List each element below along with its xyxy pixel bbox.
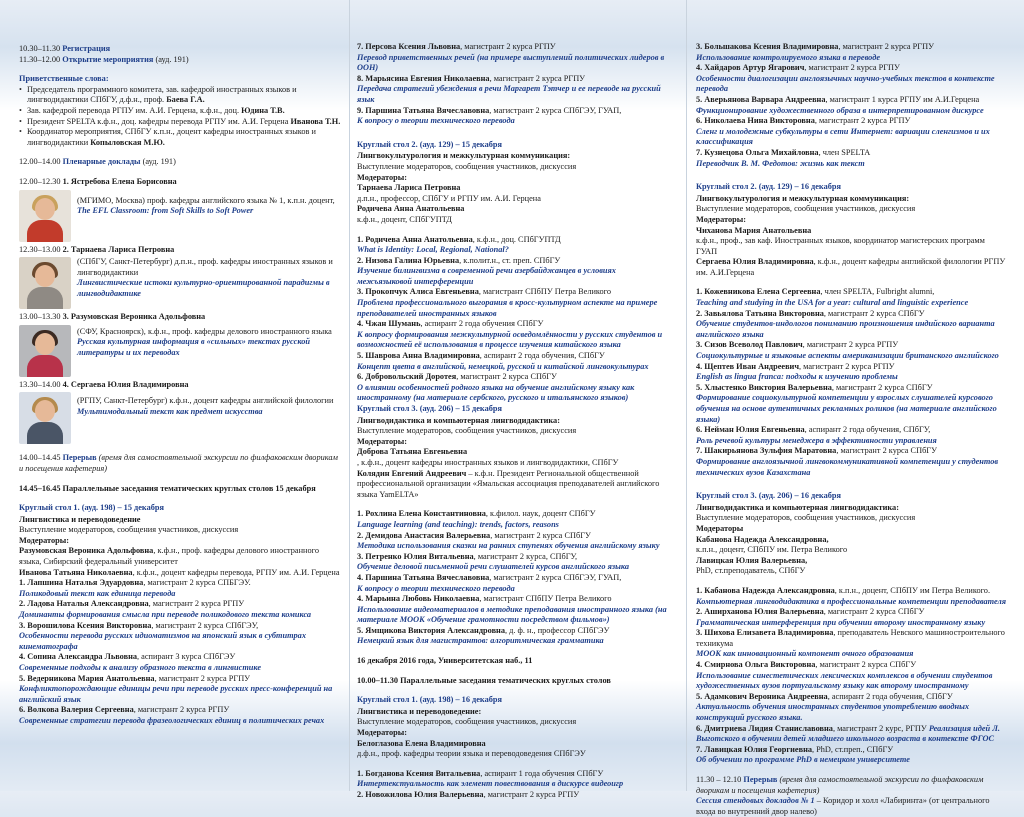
list-item: 5. Ямщикова Виктория Александровна, д. ф. н., профессор СПбГЭУ	[357, 625, 610, 635]
schedule-registration: 10.30–11.30 Регистрация	[19, 44, 111, 53]
parallel-2-heading: 10.00–11.30 Параллельные заседания тематических круглых столов	[357, 675, 611, 685]
list-item: 7. Персова Ксения Львовна, магистрант 2 курса РГПУ	[357, 42, 556, 51]
welcome-item: • Зав. кафедрой перевода РГПУ им. А.И. Герцена, к.ф.н., доц. Юдина Т.В.	[19, 106, 341, 117]
talk-title: Функционирование художественного образа в интерпретированном дискурсе	[696, 105, 984, 115]
speaker-talk: The EFL Classroom: from Soft Skills to Soft Power	[77, 206, 254, 216]
speaker-affiliation: (СФУ, Красноярск), к.ф.н., проф. кафедры делового иностранного языка	[77, 326, 332, 336]
speaker-photo	[19, 392, 71, 444]
day-2-heading: 16 декабря 2016 года, Университетская наб., 11	[357, 656, 533, 666]
rt2-16-mod-label: Модераторы:	[696, 214, 747, 224]
column-2	[357, 42, 669, 801]
list-item: 3. Прокопчук Алиса Евгеньевна, магистрант СПбПУ Петра Великого	[357, 287, 612, 297]
list-item: 8. Марьясина Евгения Николаевна, магистрант 2 курса РГПУ	[357, 73, 586, 83]
speaker-photo	[19, 325, 71, 377]
speaker-2	[19, 257, 341, 309]
rt1-mod-label: Модераторы:	[19, 535, 70, 545]
talk-title: Социокультурные и языковые аспекты американизации британского английского	[696, 351, 999, 361]
talk-title: Немецкий язык для магистрантов: алгоритмическая грамматика	[357, 636, 604, 646]
list-item: 5. Хлыстенко Виктория Валерьевна, магистрант 2 курса СПбГУ	[696, 382, 933, 392]
talk-title: Актуальность обучения иностранных студентов употреблению вводных конструкций русского языка.	[696, 702, 970, 723]
rt1-topic: Лингвистика и переводоведение	[19, 514, 141, 524]
talk-title: Формирование англоязычной лингвокоммуникативной компетенции у студентов технических вузов Казахстана	[696, 456, 999, 477]
schedule-opening: 11.30–12.00 Открытие мероприятия (ауд. 191)	[19, 54, 189, 64]
list-item: 1. Богданова Ксения Витальевна, аспирант 1 года обучения СПбГУ	[357, 768, 604, 778]
list-item: 5. Адамкович Вероника Андреевна, аспирант 2 года обучения, СПбГУ	[696, 691, 953, 701]
rt2-format: Выступление модераторов, сообщения участников, дискуссия	[357, 161, 577, 171]
rt1-format: Выступление модераторов, сообщения участников, дискуссия	[19, 525, 239, 535]
talk-title: English as lingua franca: подходы к изучению проблемы	[696, 372, 898, 382]
speaker-photo	[19, 190, 71, 242]
talk-title: Использование видеоматериалов в методике преподавания иностранного языка (на материале МООК «Обучение грамотности посредством фильмов»)	[357, 604, 667, 625]
list-item: 6. Николаева Нина Викторовна, магистрант 2 курса РГПУ	[696, 116, 911, 126]
rt3-16-topic: Лингводидактика и компьютерная лингводидактика:	[696, 502, 899, 512]
rt1-16-format: Выступление модераторов, сообщения участников, дискуссия	[357, 717, 577, 727]
moderator: Колядин Евгений Андреевич – к.ф.н. Президент Региональной общественной профессиональной организации «Ямальская ассоциация преподавателей английского языка YamELTA»	[357, 468, 660, 499]
speaker-1-heading: 12.00–12.30 1. Ястребова Елена Борисовна	[19, 176, 177, 186]
talk-title: Передача стратегий убеждения в речи Маргарет Тэтчер и ее переводе на русский язык	[357, 84, 661, 104]
moderator: Белоглазова Елена Владимировна	[357, 738, 486, 748]
list-item: 6. Нейман Юлия Евгеньевна, аспирант 2 года обучения, СПбГУ,	[696, 425, 931, 435]
welcome-list	[19, 85, 341, 149]
list-item: 1. Рохлина Елена Константиновна, к.филол. наук, доцент СПбГУ	[357, 509, 596, 519]
moderator-info: д.ф.н., проф. кафедры теории языка и переводоведения СПбГЭУ	[357, 749, 586, 759]
list-item: 6. Волкова Валерия Сергеевна, магистрант 2 курса РГПУ	[19, 705, 230, 715]
talk-title: Доминанты формирования смысла при переводе поликодового текста комикса	[19, 610, 312, 620]
list-item: 4. Чжан Шумань, аспирант 2 года обучения СПбГУ	[357, 319, 544, 329]
speaker-4	[19, 392, 341, 444]
moderator: Чиханова Мария Анатольевна	[696, 225, 812, 235]
list-item: 1. Родичева Анна Анатольевна, к.ф.н., доц. СПбГУПТД	[357, 234, 561, 244]
talk-title: Компьютерная лингводидактика в профессиональные компетенции преподавателя	[696, 596, 1007, 606]
speaker-3-heading: 13.00–13.30 3. Разумовская Вероника Адольфовна	[19, 312, 206, 322]
list-item: 4. Щептев Иван Андреевич, магистрант 2 курса РГПУ	[696, 361, 895, 371]
rt1-16-heading: Круглый стол 1. (ауд. 198) – 16 декабря	[357, 695, 502, 705]
rt3-mod-label: Модераторы:	[357, 436, 408, 446]
moderator: Иванова Татьяна Николаевна, к.ф.н., доцент кафедры перевода, РГПУ им. А.И. Герцена	[19, 567, 340, 577]
rt2-16-topic: Лингвокультурология и межкультурная коммуникация:	[696, 193, 910, 203]
talk-title: Об обучении по программе PhD в немецком университете	[696, 755, 910, 765]
list-item: 2. Аширханова Юлия Валерьевна, магистрант 2 курса СПбГУ	[696, 607, 925, 617]
break-1: 14.00–14.45 Перерыв (время для самостоятельной экскурсии по филфаковским дворикам и посещения кафетерия)	[19, 453, 338, 473]
list-item: 9. Паршина Татьяна Вячеславовна, магистрант 2 курса СПбГЭУ, ГУАП,	[357, 105, 622, 115]
list-item: 7. Шакирьянова Зульфия Маратовна, магистрант 2 курса СПбГУ	[696, 446, 937, 456]
welcome-item: • Председатель программного комитета, зав. кафедрой иностранных языков и лингводидактики СПбГУ, д.ф.н., проф. Баева Г.А.	[19, 85, 341, 106]
speaker-2-heading: 12.30–13.00 2. Тарнаева Лариса Петровна	[19, 244, 175, 254]
talk-title: К вопросу о теории технического перевода	[357, 583, 515, 593]
talk-title: Особенности перевода русских идиоматизмов на японский язык в субтитрах кинематографа	[19, 631, 306, 651]
talk-title: Концепт цвета в английской, немецкой, русской и китайской лингвокультурах	[357, 361, 649, 371]
moderator: Доброва Татьяна Евгеньевна	[357, 447, 468, 457]
list-item: 4. Сопина Александра Львовна, аспирант 3 курса СПбГЭУ	[19, 652, 236, 662]
list-item: 4. Хайдаров Артур Ягарович, магистрант 2 курса РГПУ	[696, 63, 900, 73]
talk-title: Интертекстуальность как элемент повествования в дискурсе видеоигр	[357, 779, 624, 789]
welcome-title: Приветственные слова:	[19, 74, 109, 84]
rt3-topic: Лингводидактика и компьютерная лингводидактика:	[357, 415, 560, 425]
rt2-16-heading: Круглый стол 2. (ауд. 129) – 16 декабря	[696, 182, 841, 192]
rt1-16-mod-label: Модераторы:	[357, 728, 408, 738]
welcome-item: • Президент SPELTA к.ф.н., доц. кафедры перевода РГПУ им. А.И. Герцена Иванова Т.Н.	[19, 117, 341, 128]
talk-title: Современные стратегии перевода фразеологических единиц в политических речах	[19, 715, 325, 725]
list-item: 3. Сизов Всеволод Павлович, магистрант 2 курса РГПУ	[696, 340, 899, 350]
list-item: 7. Кузнецова Ольга Михайловна, член SPELTA	[696, 147, 871, 157]
talk-title: Формирование социокультурной компетенции у взрослых слушателей курсового обучения на основе аутентичных рекламных роликов (на материале английского языка)	[696, 393, 997, 424]
talk-title: Переводчик В. М. Федотов: жизнь как текст	[696, 158, 865, 168]
moderator: Разумовская Вероника Адольфовна, к.ф.н., проф. кафедры делового иностранного языка, Сибирский федеральный университет	[19, 546, 319, 567]
talk-title: Language learning (and teaching): trends, factors, reasons	[357, 519, 559, 529]
list-item: 3. Ворошилова Ксения Викторовна, магистрант 2 курса СПбГЭУ,	[19, 620, 259, 630]
list-item: 1. Лапшина Наталья Эдуардовна, магистрант 2 курса СПБГЭУ.	[19, 578, 251, 588]
rt2-16-format: Выступление модераторов, сообщения участников, дискуссия	[696, 204, 916, 214]
talk-title: Использование контролируемого языка в переводе	[696, 52, 881, 62]
rt3-format: Выступление модераторов, сообщения участников, дискуссия	[357, 426, 577, 436]
moderator-info: , к.ф.н., доцент кафедры иностранных языков и лингводидактики, СПбГУ	[357, 457, 619, 467]
moderator: Родичева Анна Анатольевна	[357, 204, 465, 214]
list-item: 2. Ладова Наталья Александровна, магистрант 2 курса РГПУ	[19, 599, 245, 609]
talk-title: МООК как инновационный компонент очного образования	[696, 649, 914, 659]
list-item: 2. Низова Галина Юрьевна, к.полит.н., ст. преп. СПбГУ	[357, 255, 561, 265]
talk-title: О влиянии особенностей родного языка на обучение английскому языку как иностранному (на материале сербского, русского и итальянского языков)	[357, 382, 635, 403]
talk-title: Конфликтопорождающие единицы речи при переводе русских пресс-конференций на английский язык	[19, 684, 333, 704]
list-item: 1. Кабанова Надежда Александровна, к.п.н., доцент, СПбПУ им Петра Великого.	[696, 585, 991, 595]
parallel-heading: 14.45–16.45 Параллельные заседания тематических круглых столов 15 декабря	[19, 483, 316, 493]
list-item: 3. Большакова Ксения Владимировна, магистрант 2 курса РГПУ	[696, 42, 934, 51]
talk-title: Особенности диалогизации англоязычных научно-учебных текстов в контексте перевода	[696, 73, 995, 94]
list-item: 4. Смирнова Ольга Викторовна, магистрант 2 курса СПбГУ	[696, 660, 917, 670]
list-item: 7. Лавицкая Юлия Георгиевна, PhD, ст.преп., СПбГУ	[696, 744, 894, 754]
list-item: 5. Шаврова Анна Владимировна, аспирант 2 года обучения, СПбГУ	[357, 351, 605, 361]
speaker-affiliation: (МГИМО, Москва) проф. кафедры английского языка № 1, к.п.н. доцент,	[77, 195, 335, 205]
moderator: Тарнаева Лариса Петровна	[357, 183, 461, 193]
list-item: 4. Паршина Татьяна Вячеславовна, магистрант 2 курса СПбГЭУ, ГУАП,	[357, 572, 622, 582]
page-fold-right	[686, 0, 687, 791]
list-item: 2. Новожилова Юлия Валерьевна, магистрант 2 курса РГПУ	[357, 790, 580, 799]
welcome-item: • Координатор мероприятия, СПбГУ к.п.н., доцент кафедры иностранных языков и лингводидактики Копыловская М.Ю.	[19, 127, 341, 148]
talk-title: К вопросу формирования межкультурной осведомлённости у русских студентов и возможностей её использования в процессе изучения китайского языка	[357, 329, 663, 350]
speaker-photo	[19, 257, 71, 309]
list-item: 1. Кожевникова Елена Сергеевна, член SPELTA, Fulbright alumni,	[696, 287, 935, 297]
moderator-info: к.п.н., доцент, СПбПУ им. Петра Великого	[696, 545, 848, 555]
speaker-3	[19, 325, 341, 377]
talk-title: Teaching and studying in the USA for a year: cultural and linguistic experience	[696, 298, 969, 308]
rt3-16-format: Выступление модераторов, сообщения участников, дискуссия	[696, 513, 916, 523]
speaker-talk: Лингвистические истоки культурно-ориентированной парадигмы в лингводидактике	[77, 278, 330, 298]
list-item: 6. Добровольский Доротея, магистрант 2 курса СПбГУ	[357, 372, 557, 382]
talk-title: Сленг и молодежные субкультуры в сети Интернет: вариации сленгизмов и их классификация	[696, 126, 990, 147]
talk-title: What is Identity: Local, Regional, National?	[357, 245, 509, 255]
list-item: 5. Ведерникова Мария Анатольевна, магистрант 2 курса РГПУ	[19, 673, 251, 683]
talk-title: Перевод приветственных речей (на примере выступлений политических лидеров в ООН)	[357, 52, 665, 73]
moderator: Кабанова Надежда Александровна,	[696, 534, 829, 544]
list-item: 2. Завьялова Татьяна Викторовна, магистрант 2 курса СПбГУ	[696, 308, 925, 318]
speaker-talk: Мультимодальный текст как предмет искусства	[77, 406, 263, 416]
list-item: 5. Аверьянова Варвара Андреевна, магистрант 1 курса РГПУ им А.И.Герцена	[696, 94, 980, 104]
speaker-affiliation: (СПбГУ, Санкт-Петербург) д.п.н., проф. кафедры иностранных языков и лингводидактики	[77, 257, 333, 277]
rt2-mod-label: Модераторы:	[357, 172, 408, 182]
column-1	[19, 44, 341, 727]
talk-title: Современные подходы к анализу образного текста в лингвистике	[19, 663, 262, 672]
speaker-talk: Русская культурная информация в «сильных» текстах русской литературы и их переводах	[77, 337, 311, 357]
talk-title: Изучение билингвизма в современной речи азербайджанцев в условиях межъязыковой интерференции	[357, 266, 616, 286]
moderator: Сергаева Юлия Владимировна, к.ф.н., доцент кафедры английской филологии РГПУ им. А.И.Герцена	[696, 257, 1006, 277]
moderator-info: PhD, ст.преподаватель, СПбГУ	[696, 566, 806, 576]
rt1-16-topic: Лингвистика и переводоведение:	[357, 706, 482, 716]
plenary-heading: 12.00–14.00 Пленарные доклады (ауд. 191)	[19, 157, 176, 167]
rt3-heading: Круглый стол 3. (ауд. 206) – 15 декабря	[357, 404, 502, 413]
talk-title: Проблема профессионального выгорания в кросс-культурном аспекте на примере преподавателей иностранных языков	[357, 298, 658, 318]
talk-title: Грамматическая интерференция при обучении второму иностранному языку	[696, 617, 986, 627]
moderator-info: к.ф.н., проф., зав каф. Иностранных языков, координатор магистерских программ ГУАП	[696, 236, 985, 256]
moderator: Лавицкая Юлия Валерьевна,	[696, 555, 808, 565]
break-2: 11.30 – 12.10 Перерыв (время для самостоятельной экскурсии по филфаковским дворикам и посещения кафетерия)	[696, 775, 984, 795]
column-3	[696, 42, 1008, 817]
speaker-4-heading: 13.30–14.00 4. Сергаева Юлия Владимировна	[19, 379, 189, 389]
talk-title: Методика использования сказки на ранних ступенях обучения английскому языку	[357, 541, 660, 551]
list-item: 4. Марьина Любовь Николаевна, магистрант СПбПУ Петра Великого	[357, 594, 612, 604]
moderator-info: к.ф.н., доцент, СПбГУПТД	[357, 214, 452, 224]
speaker-affiliation: (РГПУ, Санкт-Петербург) к.ф.н., доцент кафедры английской филологии	[77, 396, 334, 406]
rt2-heading: Круглый стол 2. (ауд. 129) – 15 декабря	[357, 139, 502, 149]
rt2-topic: Лингвокультурология и межкультурная коммуникация:	[357, 151, 571, 161]
talk-title: К вопросу о теории технического перевода	[357, 116, 515, 126]
poster-session: Сессия стендовых докладов № 1 – Коридор и холл «Лабиринта» (от центрального входа во внутренний двор налево)	[696, 796, 990, 816]
list-item: 3. Петренко Юлия Витальевна, магистрант 2 курса, СПбГУ,	[357, 551, 578, 561]
talk-title: Обучение деловой письменной речи слушателей курсов английского языка	[357, 562, 630, 572]
talk-title: Использование синестетических лексических комплексов в обучении студентов художественных вузов португальскому языку как второму иностранному	[696, 670, 993, 691]
rt3-16-mod-label: Модераторы	[696, 523, 744, 533]
rt1-heading: Круглый стол 1. (ауд. 198) – 15 декабря	[19, 503, 164, 513]
talk-title: Роль речевой культуры менеджера в эффективности управления	[696, 435, 937, 445]
list-item: 3. Шихова Елизавета Владимировна, преподаватель Невского машиностроительного техникума	[696, 628, 1005, 648]
moderator-info: д.п.н., профессор, СПбГУ и РГПУ им. А.И. Герцена	[357, 193, 541, 203]
list-item: 6. Дмитриева Лидия Станиславовна, магистрант 2 курс, РГПУ Реализация идей Л. Выготского в обучении детей младшего школьного возраста в контексте ФГОС	[696, 723, 1001, 744]
speaker-1	[19, 190, 341, 242]
list-item: 2. Демидова Анастасия Валерьевна, магистрант 2 курса СПбГУ	[357, 530, 591, 540]
rt3-16-heading: Круглый стол 3. (ауд. 206) – 16 декабря	[696, 491, 841, 501]
page-fold-left	[349, 0, 350, 791]
talk-title: Обучение студентов-индологов пониманию произношения индийского варианта английского языка	[696, 319, 995, 339]
talk-title: Поликодовый текст как единица перевода	[19, 588, 176, 598]
